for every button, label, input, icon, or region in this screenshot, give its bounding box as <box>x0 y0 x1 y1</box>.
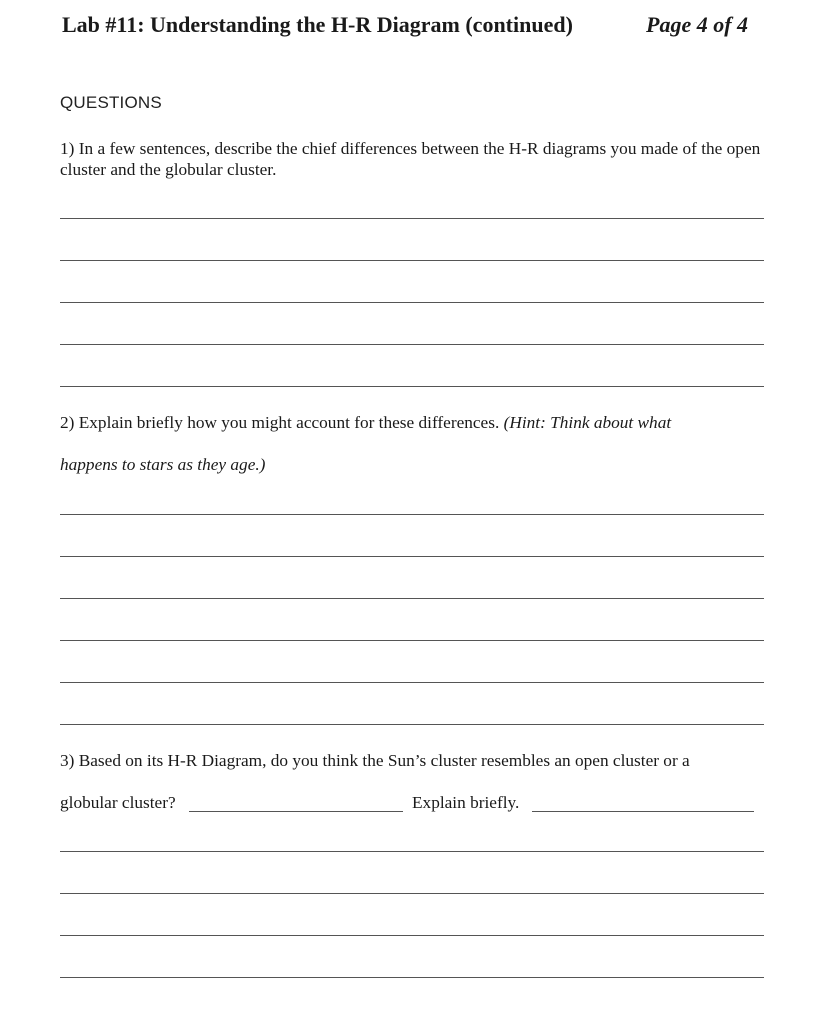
answer-line-q3-3[interactable] <box>60 935 764 936</box>
answer-line-q1-1[interactable] <box>60 218 764 219</box>
answer-line-q2-3[interactable] <box>60 598 764 599</box>
question-3-line-2-label: globular cluster? <box>60 793 176 812</box>
answer-line-q1-3[interactable] <box>60 302 764 303</box>
section-heading: QUESTIONS <box>60 93 162 112</box>
question-2-hint-start: (Hint: Think about what <box>503 413 672 432</box>
answer-line-q1-4[interactable] <box>60 344 764 345</box>
answer-line-q1-2[interactable] <box>60 260 764 261</box>
answer-line-q2-1[interactable] <box>60 514 764 515</box>
question-1-number: 1) <box>60 139 75 158</box>
lab-title: Lab #11: Understanding the H-R Diagram (continued) <box>62 12 573 37</box>
explain-label: Explain briefly. <box>412 793 520 812</box>
answer-line-q2-4[interactable] <box>60 640 764 641</box>
answer-line-q2-6[interactable] <box>60 724 764 725</box>
answer-line-q3-1[interactable] <box>60 851 764 852</box>
answer-line-q1-5[interactable] <box>60 386 764 387</box>
question-3-number: 3) <box>60 751 75 770</box>
explain-blank[interactable] <box>532 793 754 812</box>
answer-line-q2-5[interactable] <box>60 682 764 683</box>
question-2-line-1 <box>60 413 671 433</box>
question-2-number: 2) <box>60 413 75 432</box>
cluster-type-blank[interactable] <box>189 793 403 812</box>
question-3-line-1 <box>60 751 690 771</box>
answer-line-q2-2[interactable] <box>60 556 764 557</box>
question-3-text: Based on its H-R Diagram, do you think the Sun’s cluster resembles an open cluster or a <box>78 751 690 770</box>
question-1-text: In a few sentences, describe the chief differences between the H-R diagrams you made of the open cluster and the globular cluster. <box>60 139 761 179</box>
question-1 <box>60 138 772 180</box>
page-number: Page 4 of 4 <box>646 12 749 37</box>
question-2-hint-end: happens to stars as they age.) <box>60 455 266 474</box>
answer-line-q3-4[interactable] <box>60 977 764 978</box>
question-2-text: Explain briefly how you might account for these differences. <box>78 413 500 432</box>
answer-line-q3-2[interactable] <box>60 893 764 894</box>
